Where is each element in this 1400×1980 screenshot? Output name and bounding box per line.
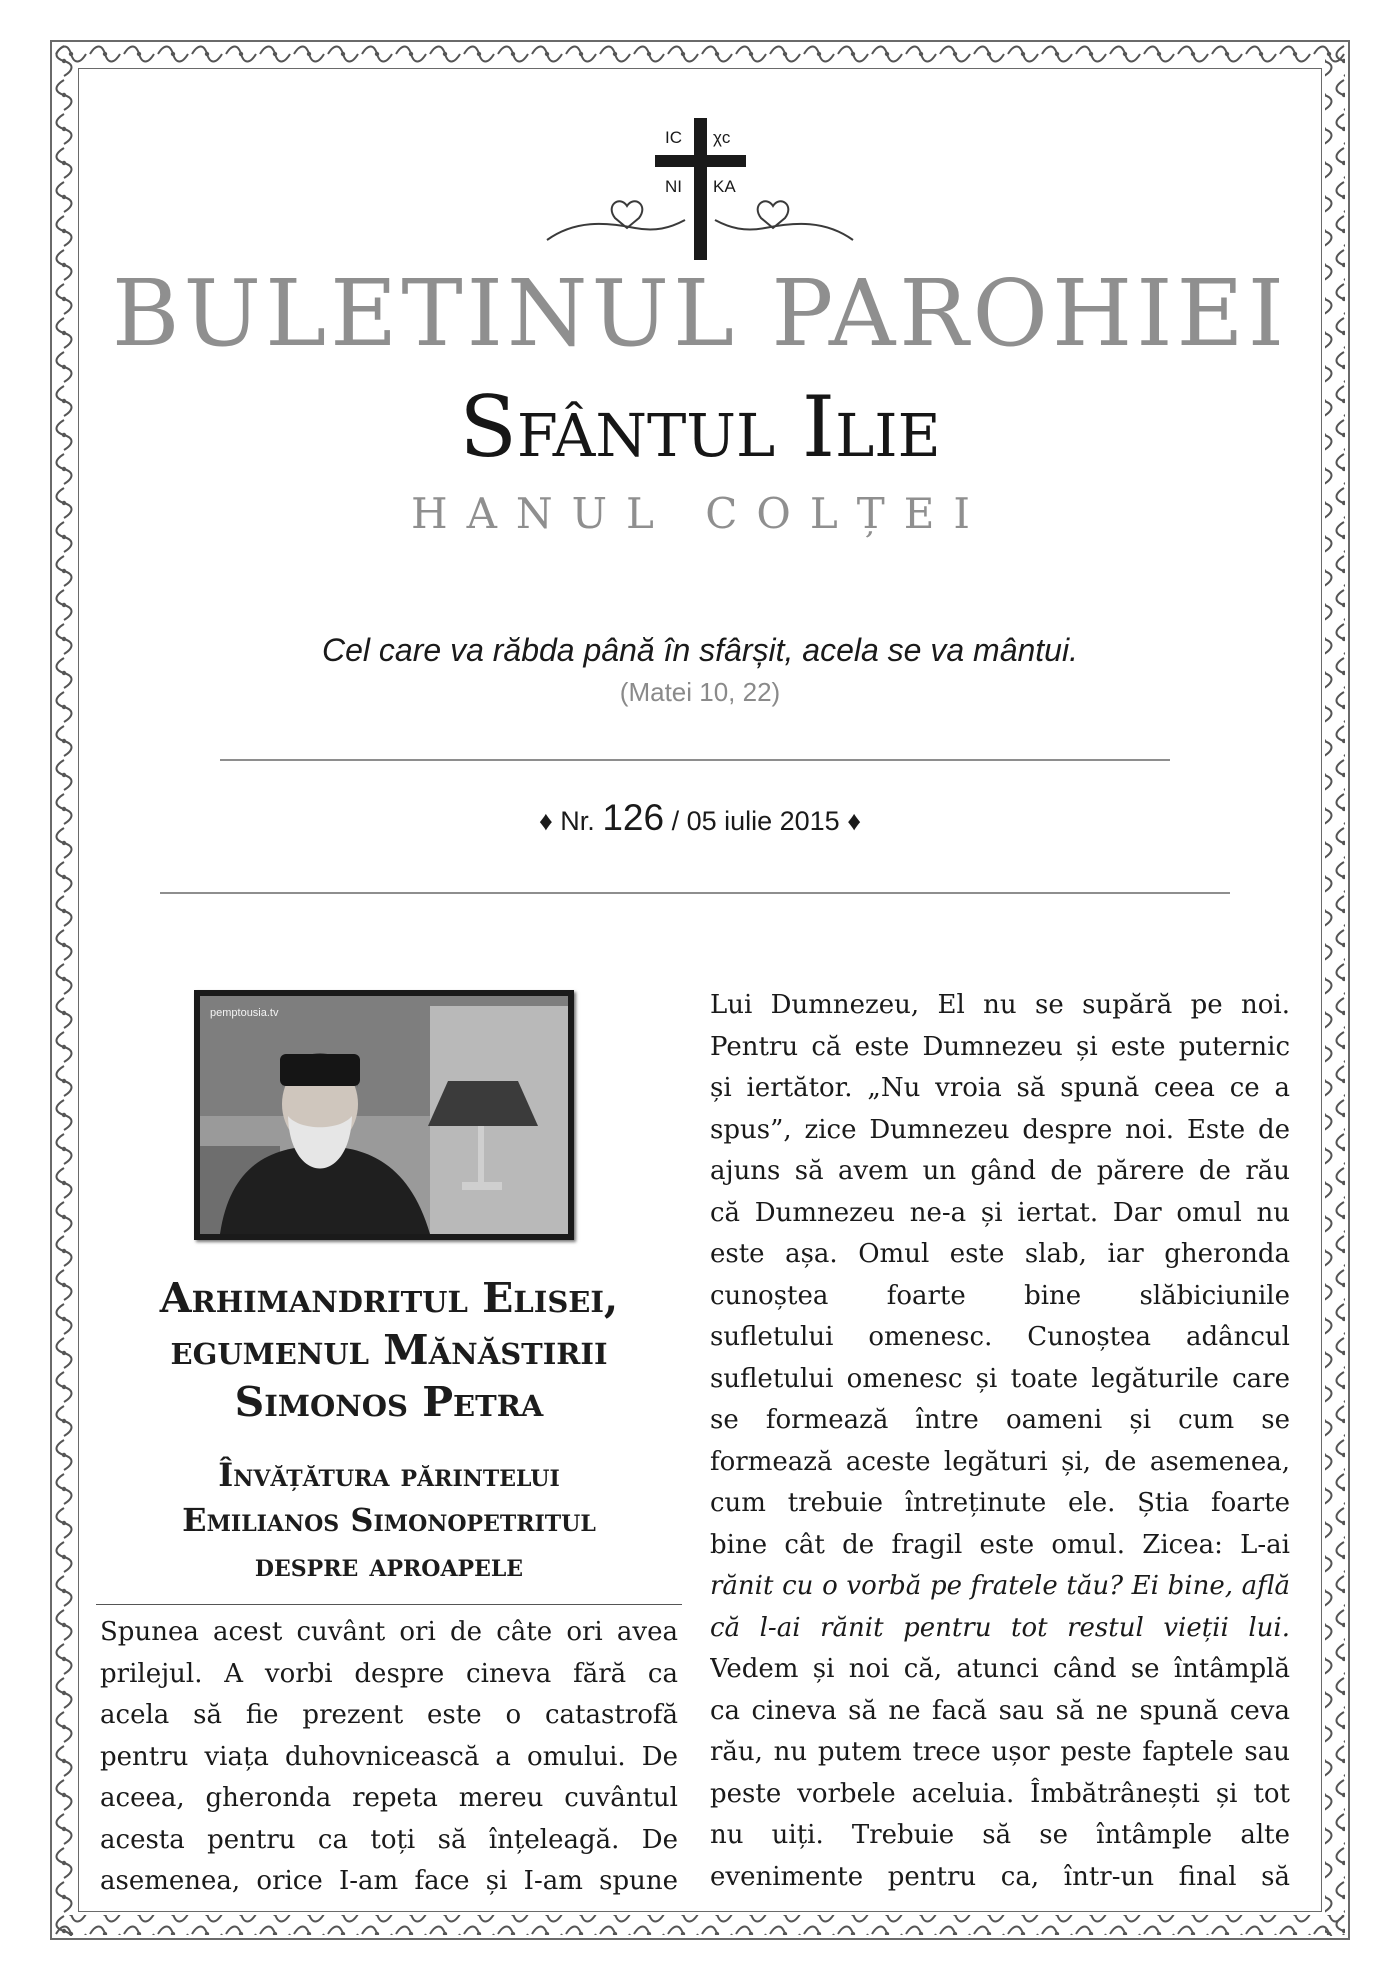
emblem-text-ni: NI	[665, 177, 682, 196]
issue-prefix: Nr.	[560, 806, 595, 836]
emblem-text-xc: χc	[713, 128, 731, 147]
parish-name: Sfântul Ilie	[459, 378, 941, 476]
left-flourish-icon	[547, 201, 685, 240]
article-column-left	[100, 1612, 678, 1903]
article-text-line: pentru viața duhovnicească a omului. De	[100, 1741, 678, 1772]
article-text-line: rău, nu putem trece ușor peste faptele sau	[710, 1737, 1290, 1767]
article-text-line: sufletului omenesc. Cunoștea adâncul	[710, 1322, 1290, 1352]
issue-line	[0, 797, 1400, 839]
article-title	[96, 1272, 682, 1428]
diamond-icon: ♦	[847, 806, 861, 836]
right-flourish-icon	[715, 201, 853, 240]
photo-watermark: pemptousia.tv	[210, 1007, 279, 1019]
article-subtitle-line: Învățătura părintelui	[218, 1456, 560, 1494]
article-text-line: nu uiți. Trebuie să se întâmple alte	[710, 1820, 1290, 1850]
article-title-line: Simonos Petra	[234, 1378, 544, 1426]
article-photo	[194, 990, 574, 1240]
article-text-line: Vedem și noi că, atunci când se întâmplă	[710, 1654, 1290, 1684]
article-text-line: evenimente pentru ca, într-un final să	[710, 1861, 1290, 1892]
issue-number: 126	[602, 797, 665, 838]
article-column-right	[710, 985, 1290, 1898]
divider-bottom	[160, 892, 1230, 894]
article-text-line: acesta pentru ca toți să înțeleagă. De	[100, 1824, 678, 1855]
emblem-text-ka: KA	[713, 177, 736, 196]
article-text-line: spus”, zice Dumnezeu despre noi. Este de	[710, 1114, 1290, 1145]
article-title-line: Arhimandritul Elisei,	[159, 1274, 619, 1322]
article-text-line: aceea, gheronda repeta mereu cuvântul	[100, 1783, 678, 1813]
article-text-line: se formează între oameni și cum se	[710, 1405, 1290, 1435]
article-divider	[96, 1604, 682, 1605]
article-text-line: acela să fie prezent este o catastrofă	[100, 1700, 678, 1730]
article-title-line: egumenul Mănăstirii	[170, 1326, 608, 1374]
article-text-line: sufletului omenesc și toate legăturile care	[710, 1363, 1290, 1394]
article-subtitle	[96, 1453, 682, 1588]
monk-portrait-image	[200, 996, 568, 1234]
article-subtitle-line: despre aproapele	[254, 1546, 524, 1584]
issue-date: / 05 iulie 2015	[671, 806, 840, 836]
motto-quote: Cel care va răbda până în sfârșit, acela se va mântui.	[322, 632, 1078, 668]
article-text-line: rănit cu o vorbă pe fratele tău? Ei bine, află	[710, 1571, 1290, 1601]
article-text-line: Lui Dumnezeu, El nu se supără pe noi.	[710, 990, 1290, 1020]
article-subtitle-line: Emilianos Simonopetritul	[182, 1501, 596, 1539]
article-text-line: Spunea acest cuvânt ori de câte ori avea	[100, 1617, 678, 1647]
article-text-line: ajuns să avem un gând de părere de rău	[710, 1156, 1290, 1186]
cross-emblem	[545, 110, 855, 260]
article-text-line: peste vorbele aceluia. Îmbătrânești și tot	[710, 1778, 1290, 1809]
article-text-line: bine cât de fragil este omul. Zicea: L-ai	[710, 1529, 1290, 1560]
article-text-line: cum trebuie întreținute ele. Știa foarte	[710, 1488, 1290, 1518]
article-text-line: formează aceste legături și, de asemenea,	[710, 1446, 1290, 1477]
article-text-line: cunoștea foarte bine slăbiciunile	[710, 1280, 1290, 1311]
emblem-text-ic: IC	[665, 128, 682, 147]
article-text-line: asemenea, orice I-am face și I-am spune	[100, 1866, 678, 1896]
article-text-line: că l-ai rănit pentru tot restul vieții lui.	[710, 1612, 1290, 1643]
parish-location: HANUL COLȚEI	[410, 489, 990, 538]
motto-reference: (Matei 10, 22)	[619, 677, 781, 707]
article-text-line: ca cineva să ne facă sau să ne spună ceva	[710, 1695, 1290, 1726]
article-text-line: că Dumnezeu ne-a și iertat. Dar omul nu	[710, 1197, 1290, 1228]
diamond-icon: ♦	[538, 806, 553, 836]
article-text-line: prilejul. A vorbi despre cineva fără ca	[100, 1658, 678, 1689]
divider-top	[220, 759, 1170, 761]
article-text-line: este așa. Omul este slab, iar gheronda	[710, 1239, 1290, 1269]
article-text-line: și iertător. „Nu vroia să spună ceea ce a	[710, 1073, 1290, 1103]
article-text-line: Pentru că este Dumnezeu și este puternic	[710, 1031, 1290, 1062]
bulletin-title: BULETINUL PAROHIEI	[111, 260, 1289, 367]
